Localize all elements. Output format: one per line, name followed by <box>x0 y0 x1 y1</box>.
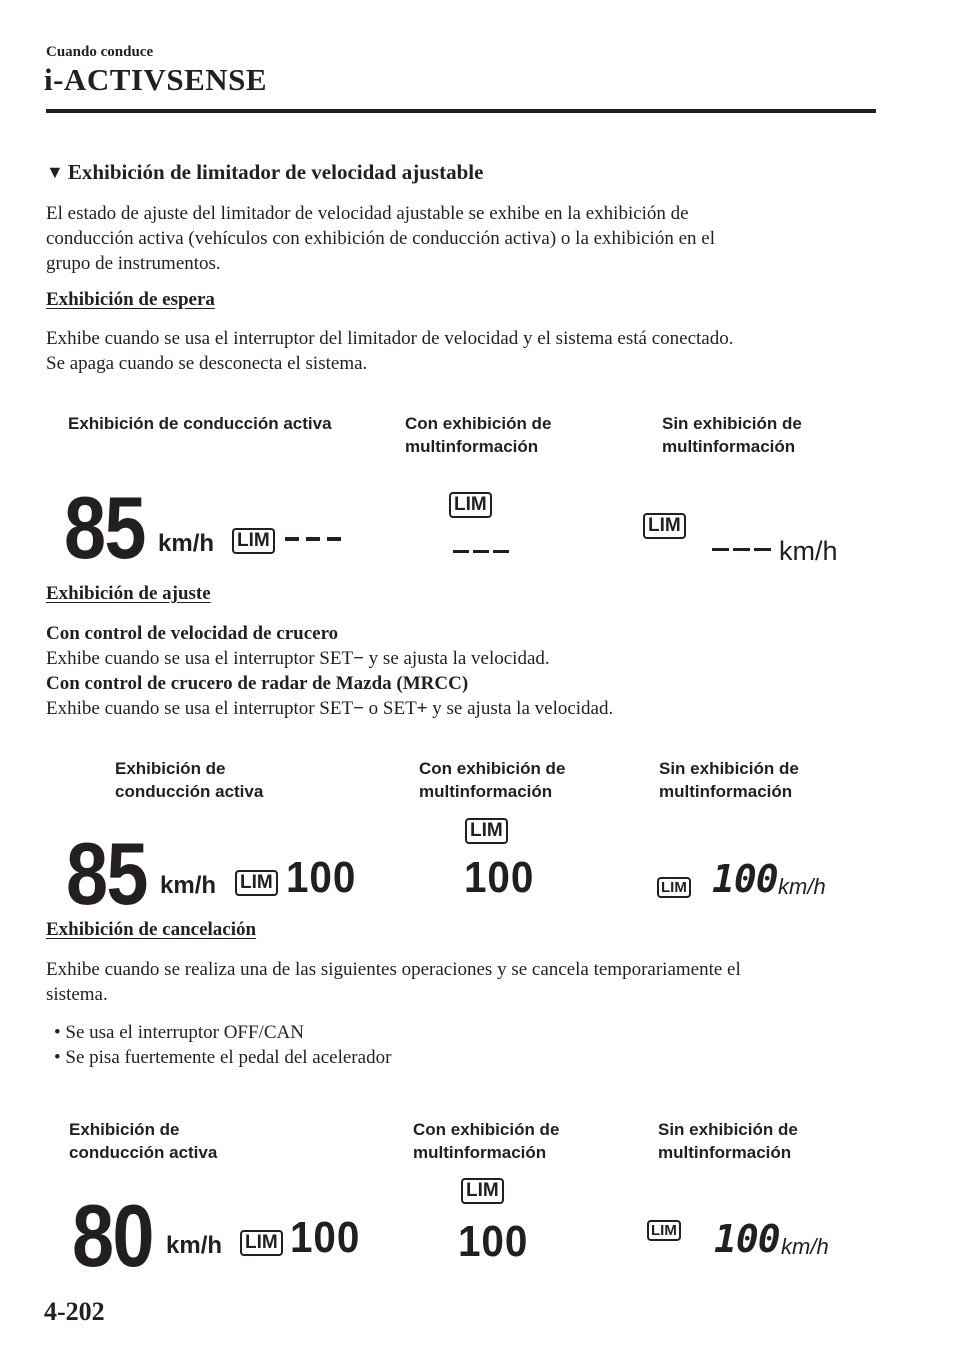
section-title: i-ACTIVSENSE <box>44 62 268 97</box>
set-speed-active-setting: 100 <box>286 853 357 902</box>
setting-title: Exhibición de ajuste <box>46 583 211 604</box>
chapter-title: Cuando conduce <box>46 44 154 60</box>
caption-active-setting: Exhibición de conducción activa <box>115 759 264 801</box>
dash-mark <box>473 550 489 553</box>
caption-without-multi-cancel: Sin exhibición de multinformación <box>658 1120 798 1162</box>
plus-icon: + <box>416 698 428 719</box>
dash-mark <box>327 537 341 541</box>
standby-line: Exhibe cuando se usa el interruptor del limitador de velocidad y el sistema está conectado. <box>46 328 734 349</box>
header-rule <box>46 109 876 113</box>
page-number: 4-202 <box>44 1297 105 1326</box>
cancel-title: Exhibición de cancelación <box>46 919 257 940</box>
set-speed-with-multi-cancel: 100 <box>458 1217 529 1266</box>
section-heading <box>46 160 483 185</box>
standby-title: Exhibición de espera <box>46 289 215 310</box>
caption-without-multi-standby: Sin exhibición de multinformación <box>662 414 802 456</box>
lim-badge-with-multi-cancel: LIM <box>461 1178 504 1204</box>
lim-badge-without-multi-standby: LIM <box>643 513 686 539</box>
intro-paragraph <box>46 201 886 276</box>
cancel-line: Exhibe cuando se realiza una de las siguientes operaciones y se cancela temporariamente el <box>46 959 741 980</box>
dash-mark <box>754 548 771 551</box>
heading-text: Exhibición de limitador de velocidad ajustable <box>67 160 484 184</box>
triangle-down-icon: ▼ <box>46 162 64 182</box>
set-speed-active-cancel: 100 <box>290 1213 361 1262</box>
intro-line: grupo de instrumentos. <box>46 253 221 274</box>
caption-with-multi-standby: Con exhibición de multinformación <box>405 414 552 456</box>
active-speed-cancel: 80 <box>72 1186 153 1285</box>
dash-mark <box>285 537 299 541</box>
speed-unit-without-multi-cancel: km/h <box>781 1234 829 1259</box>
cruise-title: Con control de velocidad de crucero <box>46 623 339 644</box>
dash-mark <box>306 537 320 541</box>
caption-active-cancel: Exhibición de conducción activa <box>69 1120 218 1162</box>
set-speed-with-multi-setting: 100 <box>464 853 535 902</box>
cancel-bullet-list <box>54 1020 391 1070</box>
lim-badge-without-multi-setting: LIM <box>657 877 691 898</box>
dash-mark <box>733 548 750 551</box>
intro-line: conducción activa (vehículos con exhibición de conducción activa) o la exhibición en el <box>46 228 715 249</box>
lim-badge-active-setting: LIM <box>235 870 278 896</box>
caption-active-standby: Exhibición de conducción activa <box>68 414 332 433</box>
set-speed-without-multi-setting: 100 <box>712 857 778 901</box>
lim-badge-without-multi-cancel: LIM <box>647 1220 681 1241</box>
list-item: • Se usa el interruptor OFF/CAN <box>54 1022 304 1043</box>
cancel-paragraph <box>46 957 886 1007</box>
speed-unit-without-multi-standby: km/h <box>779 536 838 566</box>
minus-icon: − <box>353 698 364 719</box>
set-speed-without-multi-cancel: 100 <box>714 1217 780 1261</box>
caption-without-multi-setting: Sin exhibición de multinformación <box>659 759 799 801</box>
speed-unit-cancel: km/h <box>166 1232 223 1259</box>
dash-mark <box>712 548 729 551</box>
standby-paragraph <box>46 326 886 376</box>
minus-icon: − <box>353 648 364 669</box>
speed-unit-without-multi-setting: km/h <box>778 874 826 899</box>
setting-paragraph <box>46 621 886 721</box>
caption-with-multi-setting: Con exhibición de multinformación <box>419 759 566 801</box>
dash-mark <box>493 550 509 553</box>
standby-line: Se apaga cuando se desconecta el sistema. <box>46 353 368 374</box>
caption-with-multi-cancel: Con exhibición de multinformación <box>413 1120 560 1162</box>
speed-unit-standby: km/h <box>158 530 215 557</box>
lim-badge-active-standby: LIM <box>232 528 275 554</box>
lim-badge-with-multi-standby: LIM <box>449 492 492 518</box>
list-item: • Se pisa fuertemente el pedal del acelerador <box>54 1047 392 1068</box>
speed-unit-setting: km/h <box>160 872 217 899</box>
active-speed-standby: 85 <box>64 478 145 577</box>
lim-badge-active-cancel: LIM <box>240 1230 283 1256</box>
cruise-text: Exhibe cuando se usa el interruptor SET− y se ajusta la velocidad. <box>46 648 550 669</box>
mrcc-title: Con control de crucero de radar de Mazda (MRCC) <box>46 673 469 694</box>
active-speed-setting: 85 <box>66 824 147 923</box>
lim-badge-with-multi-setting: LIM <box>465 818 508 844</box>
intro-line: El estado de ajuste del limitador de velocidad ajustable se exhibe en la exhibición de <box>46 203 689 224</box>
cancel-line: sistema. <box>46 984 108 1005</box>
dash-mark <box>453 550 469 553</box>
mrcc-text: Exhibe cuando se usa el interruptor SET− o SET+ y se ajusta la velocidad. <box>46 698 614 719</box>
